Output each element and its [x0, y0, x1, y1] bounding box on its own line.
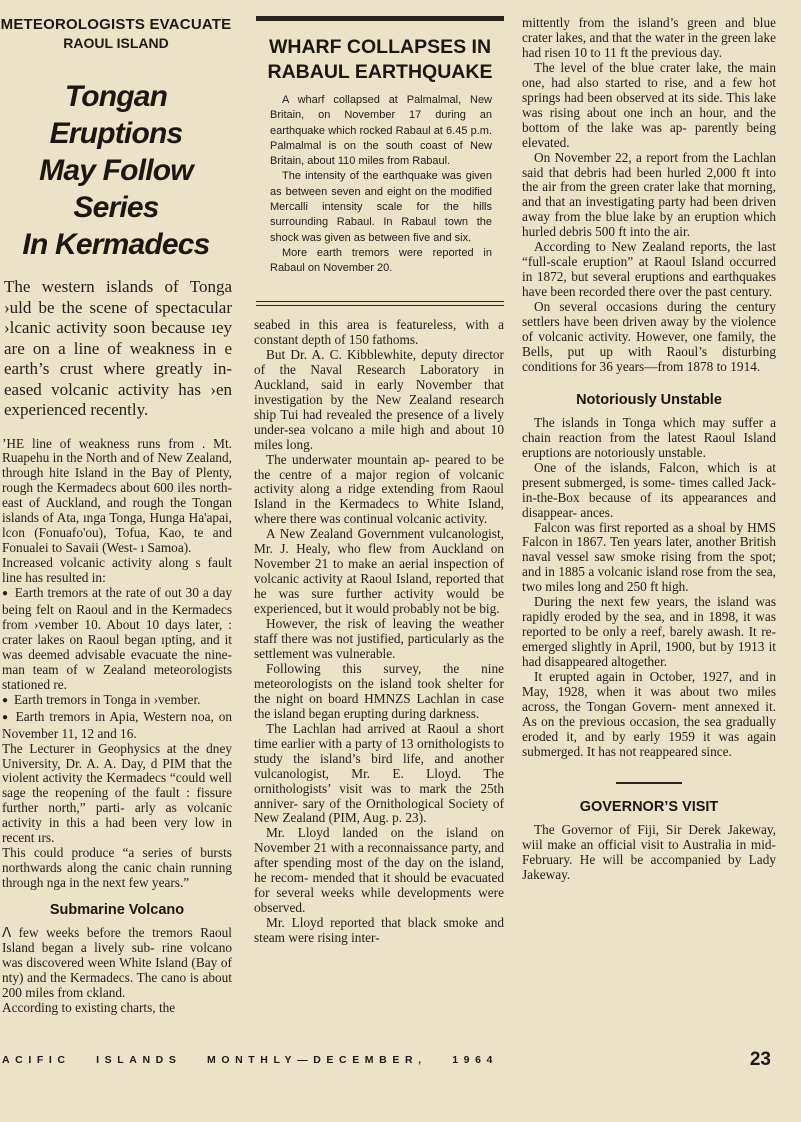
headline-line-1: Tongan Eruptions — [49, 80, 183, 150]
bullet-icon — [2, 709, 16, 724]
publication-line: ACIFIC ISLANDS MONTHLY—DECEMBER, 1964 — [2, 1054, 498, 1066]
kicker-line-1: METEOROLOGISTS EVACUATE — [0, 16, 232, 33]
paragraph: seabed in this area is featureless, with a constant depth of 150 fathoms. — [254, 317, 504, 347]
paragraph: The level of the blue crater lake, the main one, had also started to rise, and a few hot springs had been observed at its side. This lake was rising about one inch an hour, and the bottom of the lake was ap- parently being elevated. — [522, 59, 776, 150]
bullet-icon — [2, 585, 15, 600]
paragraph: On November 22, a report from the Lachlan said that debris had been hurled 2,000 ft into the air from the green crater lake that morning, and that an investigating party had been driven away from the blue lake by an eruption which hurled debris 500 ft into the air. — [522, 149, 776, 240]
box-headline-line-2: RABAUL EARTHQUAKE — [267, 61, 493, 83]
page-number: 23 — [749, 1049, 771, 1070]
subhead: Notoriously Unstable — [576, 391, 722, 408]
left-column — [0, 0, 232, 1016]
paragraph: This could produce “a series of bursts northwards along the canic chain running through nga in the next few years.” — [2, 845, 232, 891]
section-divider — [616, 782, 682, 784]
bullet-icon — [2, 692, 14, 707]
right-body — [522, 16, 776, 883]
paragraph: The Lecturer in Geophysics at the dney University, Dr. A. A. Day, d PIM that the violent activity the Kermadecs “could well sage the reopening of the fault : fissure further north,” parti- arly as volcanic activity in this a had been very low in recent ırs. — [2, 740, 232, 846]
paragraph: The Governor of Fiji, Sir Derek Jakeway, wiil make an official visit to Australia in mid-February. He will be accompanied by Lady Jakeway. — [522, 821, 776, 882]
headline-line-2: May Follow Series — [39, 154, 193, 224]
paragraph: The Lachlan had arrived at Raoul a short time earlier with a party of 13 ornithologists to study the island’s bird life, and another vulcanologist, Mr. E. Lloyd. The ornithologists’ visit was to mark the 25th anniver- sary of the Ornithological Society of New Zealand (PIM, Aug. p. 23). — [254, 720, 504, 826]
paragraph: Mr. Lloyd landed on the island on November 21 with a reconnaissance party, and after spending most of the day on the island, he recom- mended that it should be evacuated for several weeks while developments were observed. — [254, 825, 504, 916]
main-headline — [0, 78, 232, 263]
box-body — [256, 85, 504, 277]
paragraph: The intensity of the earthquake was given as between seven and eight on the modified Mercalli intensity scale for the hills surrounding Rabaul. In Rabaul town the shock was given as between five and six. — [270, 170, 492, 244]
paragraph: mittently from the island’s green and blue crater lakes, and that the water in the green lake had risen 10 to 11 ft the previous day. — [522, 15, 776, 60]
paragraph: Falcon was first reported as a shoal by HMS Falcon in 1867. Ten years later, another British naval vessel saw smoke rising from the spot; and in 1885 a volcanic island rose from the sea, two miles long and 250 ft high. — [522, 519, 776, 595]
paragraph: A New Zealand Government vulcanologist, Mr. J. Healy, who flew from Auckland on November 21 to make an aerial inspection of volcanic activity at Raoul Island, reported that he was sure further activity would be experienced, but it would probably not be big. — [254, 526, 504, 617]
kicker-line-2: RAOUL ISLAND — [63, 35, 169, 51]
paragraph: But Dr. A. C. Kibblewhite, deputy director of the Naval Research Laboratory in Auckland, said in early November that investigation by the New Zealand research ship Tui had revealed the presence of a lively under-sea volcano a mile high and about 10 miles long. — [254, 346, 504, 452]
middle-column — [254, 318, 504, 946]
kicker — [0, 16, 232, 52]
paragraph: However, the risk of leaving the weather staff there was not justified, particularly as the settlement was vulnerable. — [254, 616, 504, 661]
left-body — [0, 437, 232, 1016]
subhead: Submarine Volcano — [49, 902, 185, 919]
paragraph: More earth tremors were reported in Rabaul on November 20. — [270, 246, 492, 275]
middle-body — [254, 318, 504, 946]
paragraph: A wharf collapsed at Palmalmal, New Britain, on November 17 during an earthquake which rocked Rabaul at 6.45 p.m. Palmalmal is on the south coast of New Britain, about 110 miles from Rabaul. — [270, 94, 492, 168]
page-footer — [0, 1049, 801, 1079]
paragraph: One of the islands, Falcon, which is at present submerged, is some- times called Jack-in-the-Box because of its appearances and disappear- ances. — [522, 459, 776, 520]
wharf-story-box — [256, 16, 504, 306]
paragraph: ᐱ few weeks before the tremors Raoul Island began a lively sub- rine volcano was discovered ween White Island (Bay of nty) and the Kermadecs. The cano is about 200 miles from ckland. — [2, 925, 232, 1000]
bullet-item: ● Earth tremors in Tonga in ›vember. — [2, 693, 232, 710]
subhead: GOVERNOR’S VISIT — [579, 798, 719, 815]
paragraph: Increased volcanic activity along s fault line has resulted in: — [2, 555, 232, 586]
paragraph: The underwater mountain ap- peared to be the centre of a major region of volcanic activity along a ridge extending from Raoul Island in the Kermadecs to White Island, where there was continual volcanic activity. — [254, 451, 504, 527]
paragraph: Mr. Lloyd reported that black smoke and steam were rising inter- — [254, 915, 504, 946]
paragraph: The islands in Tonga which may suffer a chain reaction from the latest Raoul Island eruptions are notoriously unstable. — [522, 414, 776, 460]
paragraph: During the next few years, the island was rapidly eroded by the sea, and in 1898, it was reported to be only a reef, barely awash. It re- emerged slightly in April, 1900, but by 1913 it had disappeared altogether. — [522, 594, 776, 670]
box-headline — [256, 35, 504, 85]
article-deck: The western islands of Tonga ›uld be the scene of spectacular ›lcanic activity soon because ıey are on a line of weakness in e earth’s crust where greatly in- eased volcanic activity has ›en experienced recently. — [4, 277, 232, 419]
paragraph: On several occasions during the century settlers have been driven away by the violence of volcanic activity. However, one family, the Bells, put up with Raoul’s disturbing conditions for 36 years—from 1878 to 1914. — [522, 299, 776, 374]
headline-line-3: In Kermadecs — [22, 228, 210, 261]
paragraph: According to existing charts, the — [2, 999, 176, 1015]
paragraph: It erupted again in October, 1927, and in May, 1928, when it was about two miles across, the Tongan Govern- ment annexed it. As on the previous occasion, the sea gradually eroded it, and by early 1959 it was again submerged. It has not reappeared since. — [522, 669, 776, 759]
paragraph: ʼHE line of weakness runs from . Mt. Ruapehu in the North and of New Zealand, through hite Island in the Bay of Plenty, rough the Kermadecs about 600 iles north-east of Auckland, and rough the Tongan islands of Ata, ınga Tonga, Hunga Ha'apai, lcon (Fonuafo'ou), Tofua, Kao, te and Fonualei to Savaii (West- ı Samoa). — [2, 435, 232, 556]
bullet-item: ● Earth tremors in Apia, Western noa, on November 11, 12 and 16. — [2, 710, 232, 742]
bullet-item: ● Earth tremors at the rate of out 30 a day being felt on Raoul and in the Kermadecs from ›vember 10. About 10 days later, : crater lakes on Raoul began ıpting, and it was deemed advisable evacuate the nine-man team of w Zealand meteorologists stationed re. — [2, 586, 232, 693]
right-column — [522, 16, 776, 883]
paragraph: According to New Zealand reports, the last “full-scale eruption” at Raoul Island occurred in 1872, but several eruptions and earthquakes have been recorded there over the past century. — [522, 239, 776, 300]
paragraph: Following this survey, the nine meteorologists on the island took shelter for the night on board HMNZS Lachlan in case the island began erupting during darkness. — [254, 660, 504, 721]
box-headline-line-1: WHARF COLLAPSES IN — [268, 36, 492, 58]
